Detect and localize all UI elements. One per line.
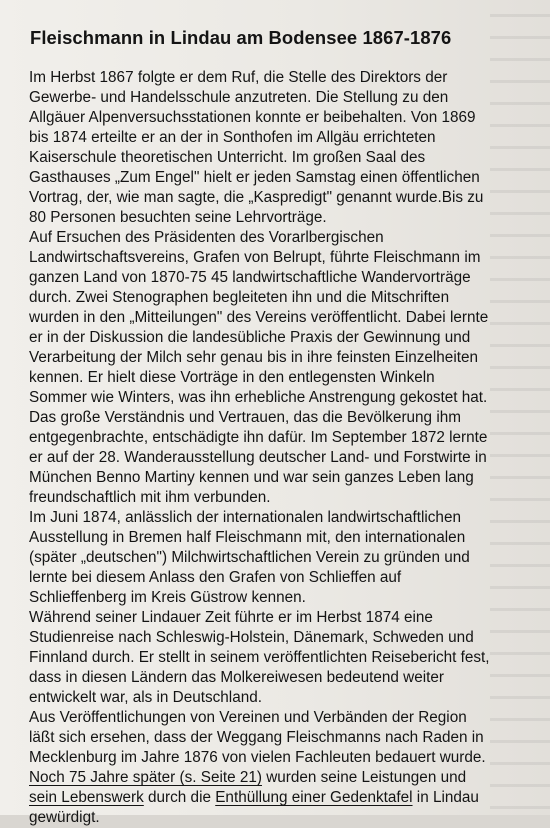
text-line: Mecklenburg im Jahre 1876 von vielen Fachleuten bedauert wurde. [29, 749, 486, 766]
text-line: er auf der 28. Wanderausstellung deutscher Land- und Forstwirte in [29, 449, 487, 466]
text-line: Gewerbe- und Handelsschule anzutreten. Die Stellung zu den [29, 89, 449, 106]
underlined-lebenswerk: sein Lebenswerk [29, 789, 144, 806]
body-text [29, 68, 534, 828]
text-line: er in der Diskussion die landesübliche Praxis der Gewinnung und [29, 329, 471, 346]
text-line: Schlieffenberg im Kreis Güstrow kennen. [29, 589, 306, 606]
text-line: wurden in den „Mitteilungen" des Vereins veröffentlicht. Dabei lernte [29, 309, 489, 326]
text-line: München Benno Martiny kennen und war sein ganzes Leben lang [29, 469, 474, 486]
text-line: Landwirtschaftsvereins, Grafen von Belrupt, führte Fleischmann im [29, 249, 481, 266]
text-line: Verarbeitung der Milch sehr genau bis in ihre feinsten Einzelheiten [29, 349, 478, 366]
text-line: Studienreise nach Schleswig-Holstein, Dänemark, Schweden und [29, 629, 474, 646]
text-line: Ausstellung in Bremen half Fleischmann mit, den internationalen [29, 529, 466, 546]
text-line: kennen. Er hielt diese Vorträge in den entlegensten Winkeln [29, 369, 435, 386]
text-line: Allgäuer Alpenversuchsstationen konnte er beibehalten. Von 1869 [29, 109, 476, 126]
text-line: läßt sich ersehen, dass der Weggang Fleischmanns nach Raden in [29, 729, 484, 746]
page-title: Fleischmann in Lindau am Bodensee 1867-1876 [30, 27, 452, 48]
text-line: Kaiserschule theoretischen Unterricht. Im großen Saal des [29, 149, 426, 166]
text-fragment: durch die [143, 789, 216, 806]
text-line: 80 Personen besuchten seine Lehrvorträge. [29, 209, 327, 226]
text-line [29, 788, 534, 808]
text-line: entgegenbrachte, entschädigte ihn dafür. Im September 1872 lernte [29, 429, 488, 446]
text-line: Sommer wie Winters, was ihn erhebliche Anstrengung gekostet hat. [29, 389, 488, 406]
text-line: Finnland durch. Er stellt in seinem veröffentlichten Reisebericht fest, [29, 649, 490, 666]
text-line: Auf Ersuchen des Präsidenten des Vorarlbergischen [29, 229, 384, 246]
text-line: ganzen Land von 1870-75 45 landwirtschaftliche Wandervorträge [29, 269, 471, 286]
text-line: lernte bei diesem Anlass den Grafen von Schlieffen auf [29, 569, 402, 586]
text-fragment: in Lindau [412, 789, 479, 806]
text-line: (später „deutschen") Milchwirtschaftlichen Verein zu gründen und [29, 549, 470, 566]
text-line: bis 1874 erteilte er an der in Sonthofen im Allgäu errichteten [29, 129, 436, 146]
underlined-reference: Noch 75 Jahre später (s. Seite 21) [29, 769, 262, 786]
text-line: Gasthauses „Zum Engel" hielt er jeden Samstag einen öffentlichen [29, 169, 480, 186]
text-line: Aus Veröffentlichungen von Vereinen und Verbänden der Region [29, 709, 467, 726]
text-fragment: wurden seine Leistungen und [261, 769, 467, 786]
text-line: entwickelt war, als in Deutschland. [29, 689, 262, 706]
text-line: Vortrag, der, wie man sagte, die „Kaspredigt" genannt wurde.Bis zu [29, 189, 484, 206]
text-line: Im Juni 1874, anlässlich der internationalen landwirtschaftlichen [29, 509, 461, 526]
text-line: freundschaftlich mit ihm verbunden. [29, 489, 271, 506]
text-line: gewürdigt. [29, 809, 100, 826]
text-line [29, 768, 534, 788]
text-line: dass in diesen Ländern das Molkereiwesen bedeutend weiter [29, 669, 444, 686]
underlined-gedenktafel: Enthüllung einer Gedenktafel [215, 789, 413, 806]
text-line: durch. Zwei Stenographen begleiteten ihn und die Mitschriften [29, 289, 450, 306]
text-line: Im Herbst 1867 folgte er dem Ruf, die Stelle des Direktors der [29, 69, 448, 86]
text-line: Das große Verständnis und Vertrauen, das die Bevölkerung ihm [29, 409, 461, 426]
text-line: Während seiner Lindauer Zeit führte er im Herbst 1874 eine [29, 609, 433, 626]
